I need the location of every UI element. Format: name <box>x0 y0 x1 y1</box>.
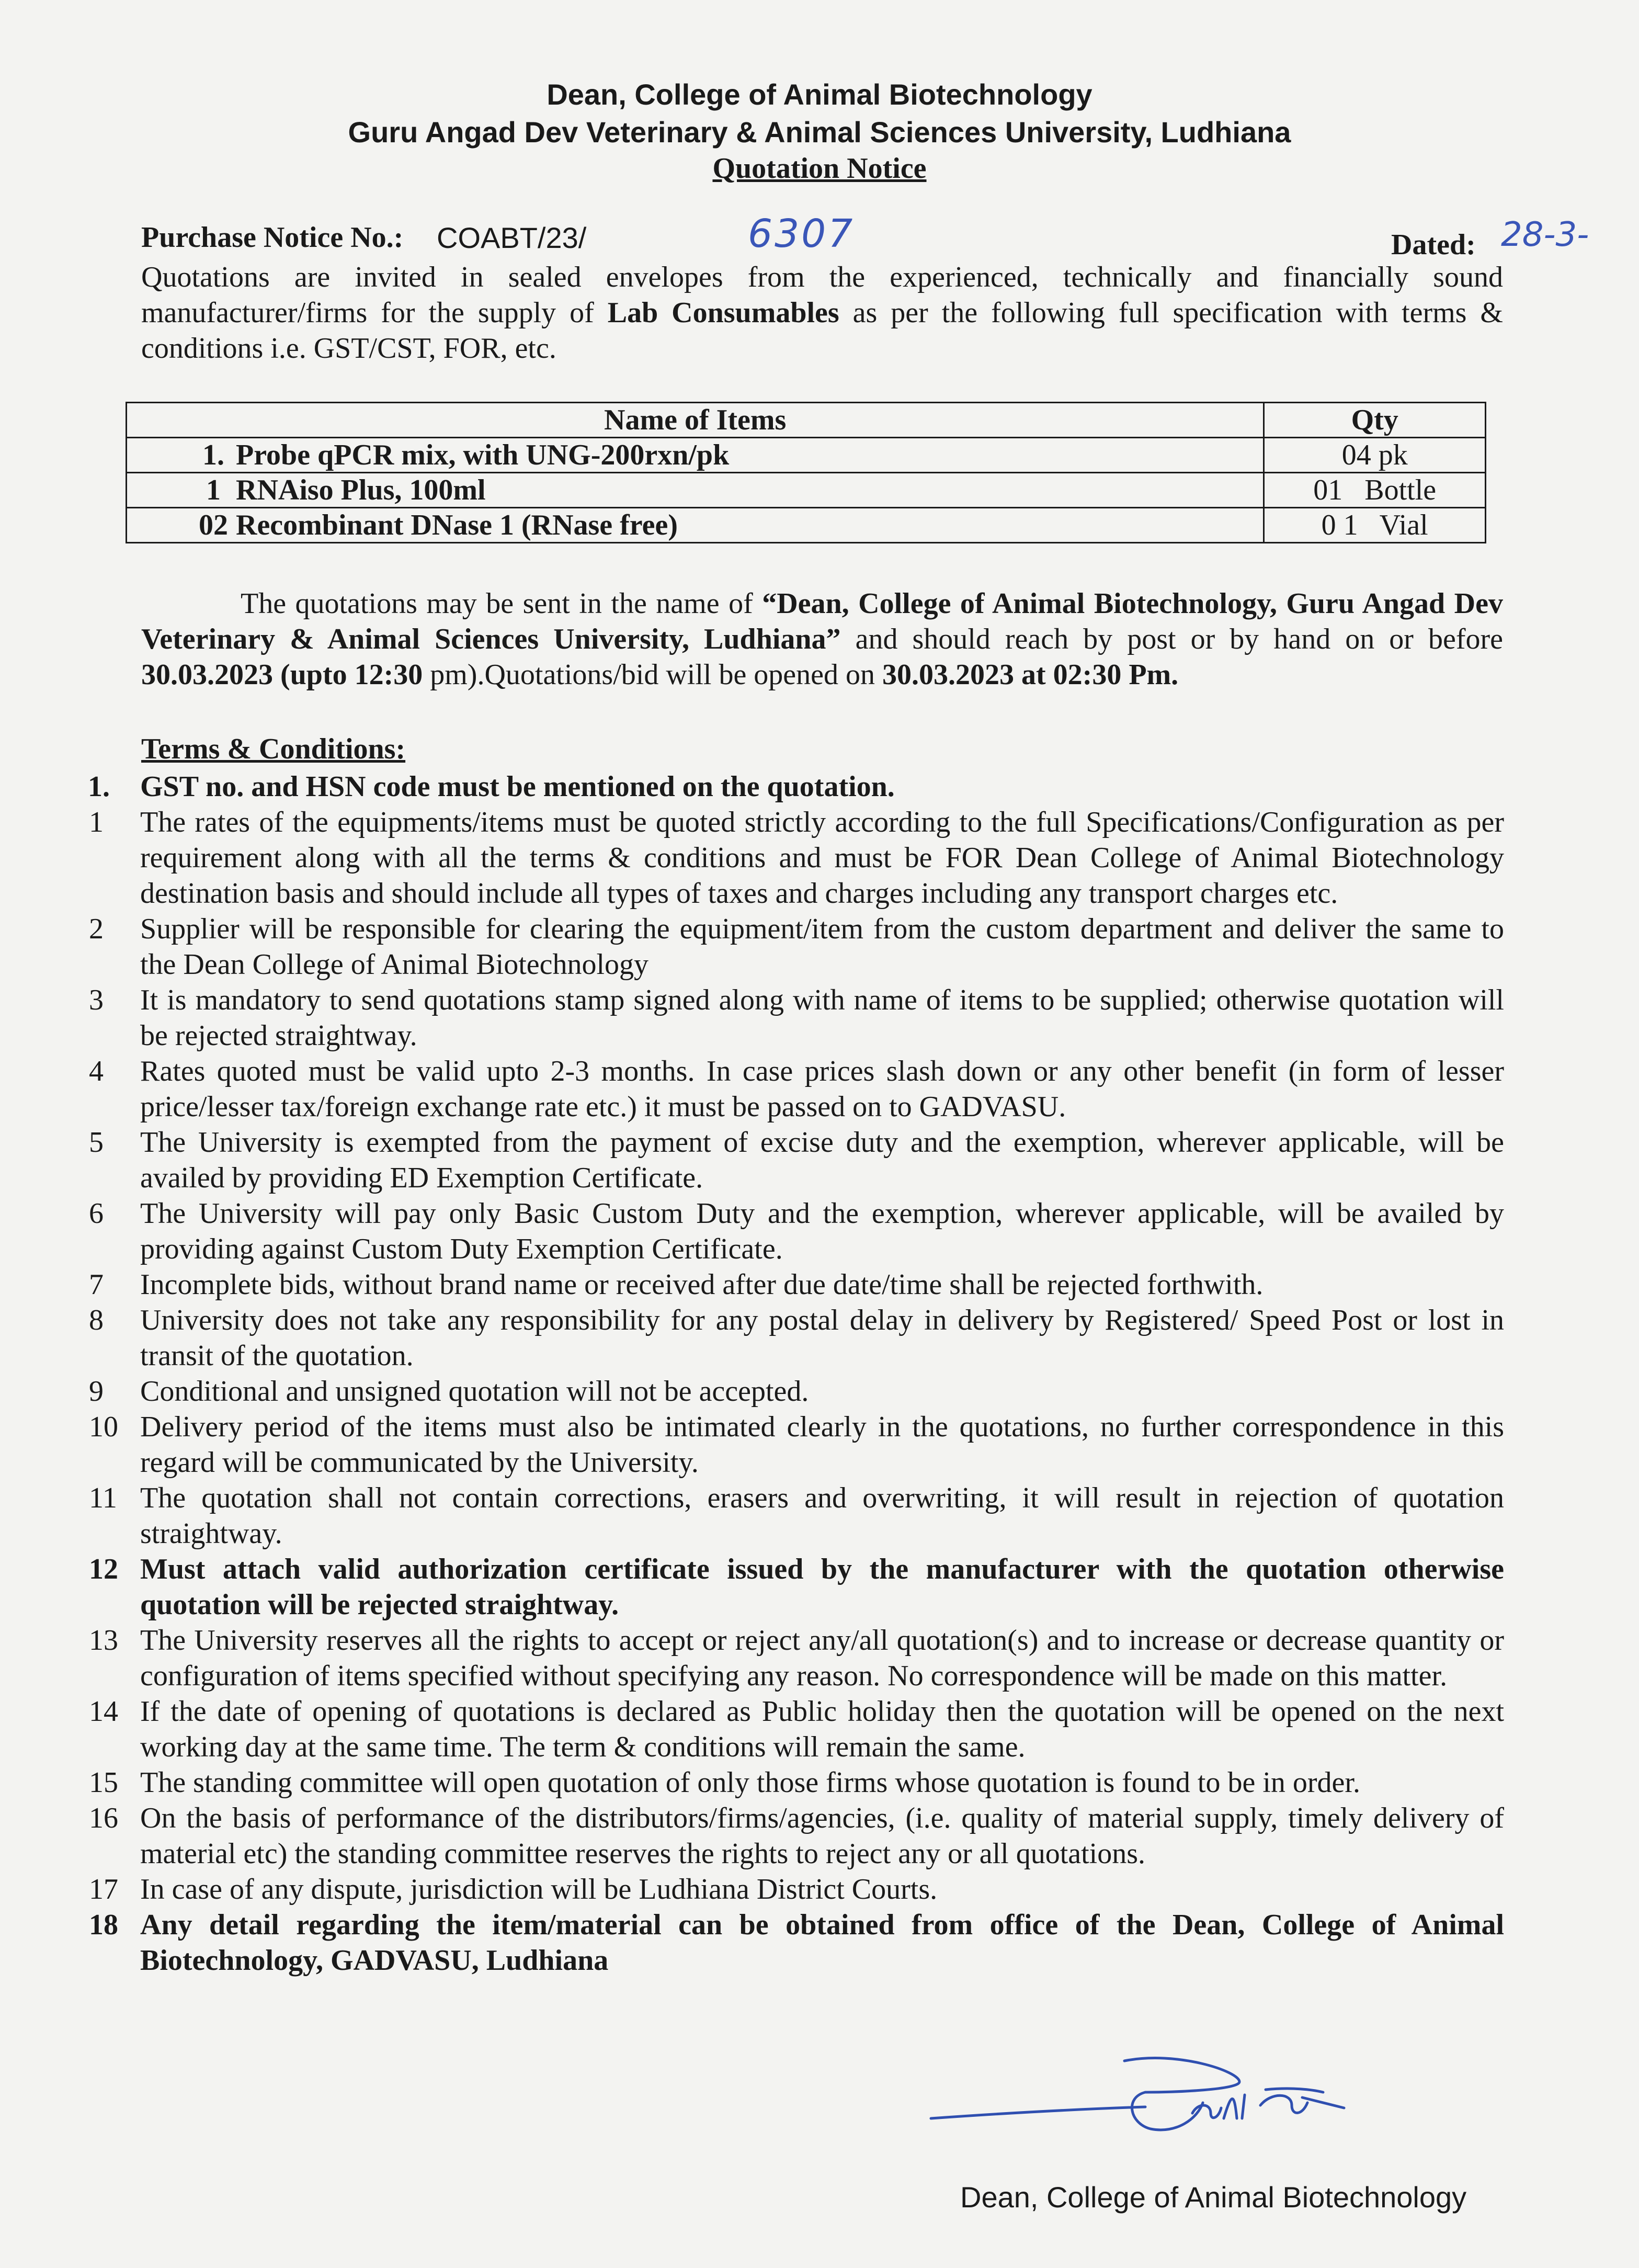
term-number: 7 <box>89 1268 104 1301</box>
list-item <box>78 1267 1504 1302</box>
terms-list <box>78 769 1504 1978</box>
term-text: The University is exempted from the payment of excise duty and the exemption, wherever applicable, will be availed by providing ED Exemption Certificate. <box>140 1126 1504 1194</box>
intro-text-b: as per the following full specification with terms & conditions i.e. GST/CST, FOR, etc. <box>141 297 1503 365</box>
purchase-notice-number-handwritten: 6307 <box>748 211 855 256</box>
send-bold-2: 30.03.2023 (upto 12:30 <box>141 659 423 691</box>
item-number: 02 <box>199 509 228 541</box>
term-text: Incomplete bids, without brand name or received after due date/time shall be rejected forthwith. <box>140 1268 1264 1301</box>
send-text-1: The quotations may be sent in the name of <box>241 587 762 620</box>
intro-bold: Lab Consumables <box>607 297 839 329</box>
term-text: If the date of opening of quotations is declared as Public holiday then the quotation will be opened on the next working day at the same time. The term & conditions will remain the same. <box>140 1695 1504 1763</box>
send-bold-1: “Dean, College of Animal Biotechnology, Guru Angad Dev Veterinary & Animal Sciences University, Ludhiana” <box>141 587 1503 655</box>
submission-paragraph <box>141 586 1503 693</box>
term-text: GST no. and HSN code must be mentioned on the quotation. <box>140 770 895 803</box>
list-item <box>78 1480 1504 1551</box>
header-college: Dean, College of Animal Biotechnology <box>547 78 1092 111</box>
term-number: 6 <box>89 1197 104 1230</box>
item-number: 1. <box>202 439 224 471</box>
table-row <box>127 508 1486 543</box>
list-item <box>78 1551 1504 1623</box>
list-item <box>78 1907 1504 1978</box>
intro-text-a: Quotations are invited in sealed envelopes from the experienced, technically and financially sound manufacturer/firms for the supply of <box>141 261 1503 329</box>
col-header-name: Name of Items <box>127 403 1264 438</box>
dated-label: Dated: <box>1391 229 1476 261</box>
purchase-notice-prefix: COABT/23/ <box>437 221 587 254</box>
term-number: 11 <box>89 1482 117 1514</box>
term-number: 17 <box>89 1873 118 1906</box>
items-table-header <box>127 403 1486 438</box>
list-item <box>78 1765 1504 1800</box>
item-name-cell <box>127 473 1264 508</box>
term-text: The University reserves all the rights to accept or reject any/all quotation(s) and to increase or decrease quantity or configuration of items specified without specifying any reason. No correspondence will be made on this matter. <box>140 1624 1504 1692</box>
signature-icon <box>926 2040 1438 2165</box>
list-item <box>78 1125 1504 1196</box>
list-item <box>78 982 1504 1053</box>
header-notice-title: Quotation Notice <box>712 152 927 185</box>
term-number: 16 <box>89 1802 118 1834</box>
term-text: Any detail regarding the item/material can be obtained from office of the Dean, College of Animal Biotechnology, GADVASU, Ludhiana <box>140 1909 1504 1977</box>
purchase-notice-row <box>141 211 1639 261</box>
item-name: Recombinant DNase 1 (RNase free) <box>236 509 678 541</box>
items-table <box>126 402 1486 543</box>
item-name: Probe qPCR mix, with UNG-200rxn/pk <box>236 439 730 471</box>
term-text: The University will pay only Basic Custom Duty and the exemption, wherever applicable, will be availed by providing against Custom Duty Exemption Certificate. <box>140 1197 1504 1265</box>
item-qty: 0 1 Vial <box>1264 508 1486 543</box>
list-item <box>78 1694 1504 1765</box>
date-handwritten: 28-3- <box>1501 216 1589 254</box>
term-number: 18 <box>89 1909 118 1941</box>
term-text: In case of any dispute, jurisdiction will be Ludhiana District Courts. <box>140 1873 938 1906</box>
term-number: 5 <box>89 1126 104 1159</box>
term-number: 4 <box>89 1055 104 1087</box>
item-qty: 01 Bottle <box>1264 473 1486 508</box>
term-text: On the basis of performance of the distributors/firms/agencies, (i.e. quality of material supply, timely delivery of material etc) the standing committee reserves the rights to reject any or all quotations. <box>140 1802 1504 1870</box>
table-row <box>127 473 1486 508</box>
list-item <box>78 1302 1504 1374</box>
item-name-cell <box>127 508 1264 543</box>
term-number: 2 <box>89 913 104 945</box>
term-number: 12 <box>89 1553 118 1585</box>
term-text: Supplier will be responsible for clearing the equipment/item from the custom department and deliver the same to the Dean College of Animal Biotechnology <box>140 913 1504 981</box>
term-number: 8 <box>89 1304 104 1336</box>
list-item <box>78 1196 1504 1267</box>
table-row <box>127 438 1486 473</box>
term-text: The standing committee will open quotation of only those firms whose quotation is found to be in order. <box>140 1766 1360 1799</box>
term-number: 15 <box>89 1766 118 1799</box>
item-number: 1 <box>206 474 221 506</box>
term-text: The quotation shall not contain corrections, erasers and overwriting, it will result in rejection of quotation straightway. <box>140 1482 1504 1550</box>
list-item <box>78 911 1504 982</box>
term-number: 14 <box>89 1695 118 1728</box>
list-item <box>78 769 1504 804</box>
list-item <box>78 1623 1504 1694</box>
term-number: 1. <box>88 770 110 803</box>
col-header-qty: Qty <box>1264 403 1486 438</box>
list-item <box>78 1053 1504 1125</box>
list-item <box>78 1800 1504 1872</box>
purchase-notice-label: Purchase Notice No.: <box>141 221 404 254</box>
term-text: Must attach valid authorization certificate issued by the manufacturer with the quotation otherwise quotation will be rejected straightway. <box>140 1553 1504 1621</box>
term-text: It is mandatory to send quotations stamp signed along with name of items to be supplied; otherwise quotation will be rejected straightway. <box>140 984 1504 1052</box>
list-item <box>78 1409 1504 1480</box>
send-bold-3: 30.03.2023 at 02:30 Pm. <box>882 659 1179 691</box>
term-number: 13 <box>89 1624 118 1657</box>
item-name: RNAiso Plus, 100ml <box>236 474 486 506</box>
list-item <box>78 1374 1504 1409</box>
send-text-3: pm).Quotations/bid will be opened on <box>423 659 883 691</box>
intro-paragraph <box>141 259 1503 366</box>
list-item <box>78 804 1504 911</box>
item-name-cell <box>127 438 1264 473</box>
term-number: 9 <box>89 1375 104 1408</box>
term-text: University does not take any responsibility for any postal delay in delivery by Registered/ Speed Post or lost in transit of the quotation. <box>140 1304 1504 1372</box>
list-item <box>78 1872 1504 1907</box>
signatory-designation: Dean, College of Animal Biotechnology <box>960 2181 1467 2214</box>
send-text-2: and should reach by post or by hand on or before <box>840 623 1503 655</box>
term-number: 3 <box>89 984 104 1016</box>
term-number: 10 <box>89 1411 118 1443</box>
header-university: Guru Angad Dev Veterinary & Animal Sciences University, Ludhiana <box>348 116 1291 149</box>
term-text: Rates quoted must be valid upto 2-3 months. In case prices slash down or any other benefit (in form of lesser price/lesser tax/foreign exchange rate etc.) it must be passed on to GADVASU. <box>140 1055 1504 1123</box>
terms-title: Terms & Conditions: <box>141 733 406 765</box>
term-text: The rates of the equipments/items must be quoted strictly according to the full Specifications/Configuration as per requirement along with all the terms & conditions and must be FOR Dean College of Animal Biotechnology destination basis and should include all types of taxes and charges including any transport charges etc. <box>140 806 1504 910</box>
term-text: Delivery period of the items must also be intimated clearly in the quotations, no further correspondence in this regard will be communicated by the University. <box>140 1411 1504 1479</box>
term-text: Conditional and unsigned quotation will not be accepted. <box>140 1375 809 1408</box>
item-qty: 04 pk <box>1264 438 1486 473</box>
term-number: 1 <box>89 806 104 838</box>
